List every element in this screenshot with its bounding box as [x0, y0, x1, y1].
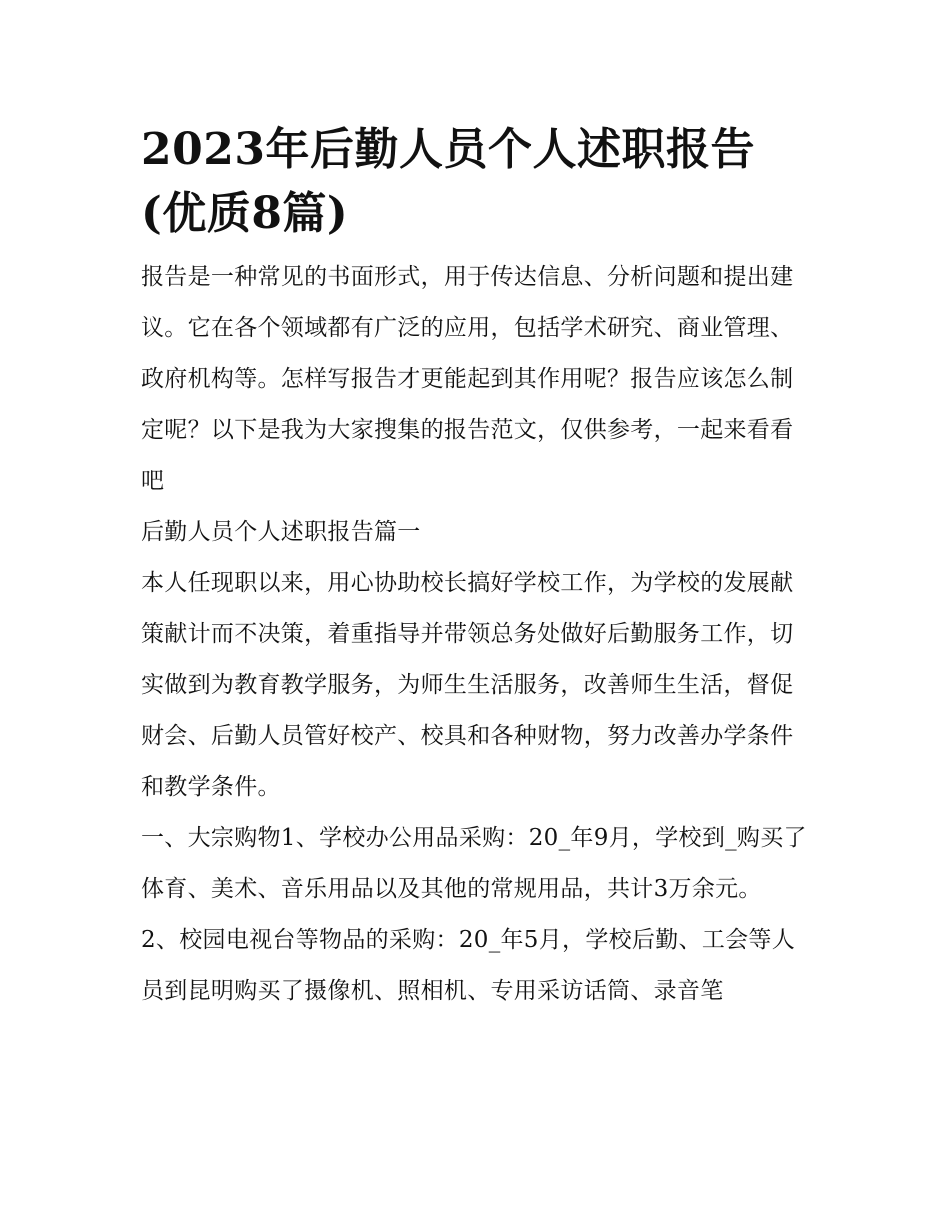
intro-paragraph: 报告是一种常见的书面形式，用于传达信息、分析问题和提出建议。它在各个领域都有广泛的应用，包括学术研究、商业管理、政府机构等。怎样写报告才更能起到其作用呢？报告应该怎么制定呢？以下是我为大家搜集的报告范文，仅供参考，一起来看看吧 — [141, 264, 794, 494]
body-paragraph: 2、校园电视台等物品的采购：20_年5月，学校后勤、工会等人员到昆明购买了摄像机、照相机、专用采访话筒、录音笔 — [141, 927, 796, 1004]
body-paragraph: 本人任现职以来，用心协助校长搞好学校工作，为学校的发展献策献计而不决策，着重指导并带领总务处做好后勤服务工作，切实做到为教育教学服务，为师生生活服务，改善师生生活，督促财会、后勤人员管好校产、校具和各种财物，努力改善办学条件和教学条件。 — [141, 570, 794, 800]
document-content — [141, 118, 813, 1017]
document-body — [141, 252, 813, 1017]
section-heading: 后勤人员个人述职报告篇一 — [141, 519, 421, 545]
body-paragraph: 一、大宗购物1、学校办公用品采购：20_年9月，学校到_购买了体育、美术、音乐用品以及其他的常规用品，共计3万余元。 — [141, 825, 807, 902]
document-title: 2023年后勤人员个人述职报告(优质8篇) — [141, 124, 755, 239]
